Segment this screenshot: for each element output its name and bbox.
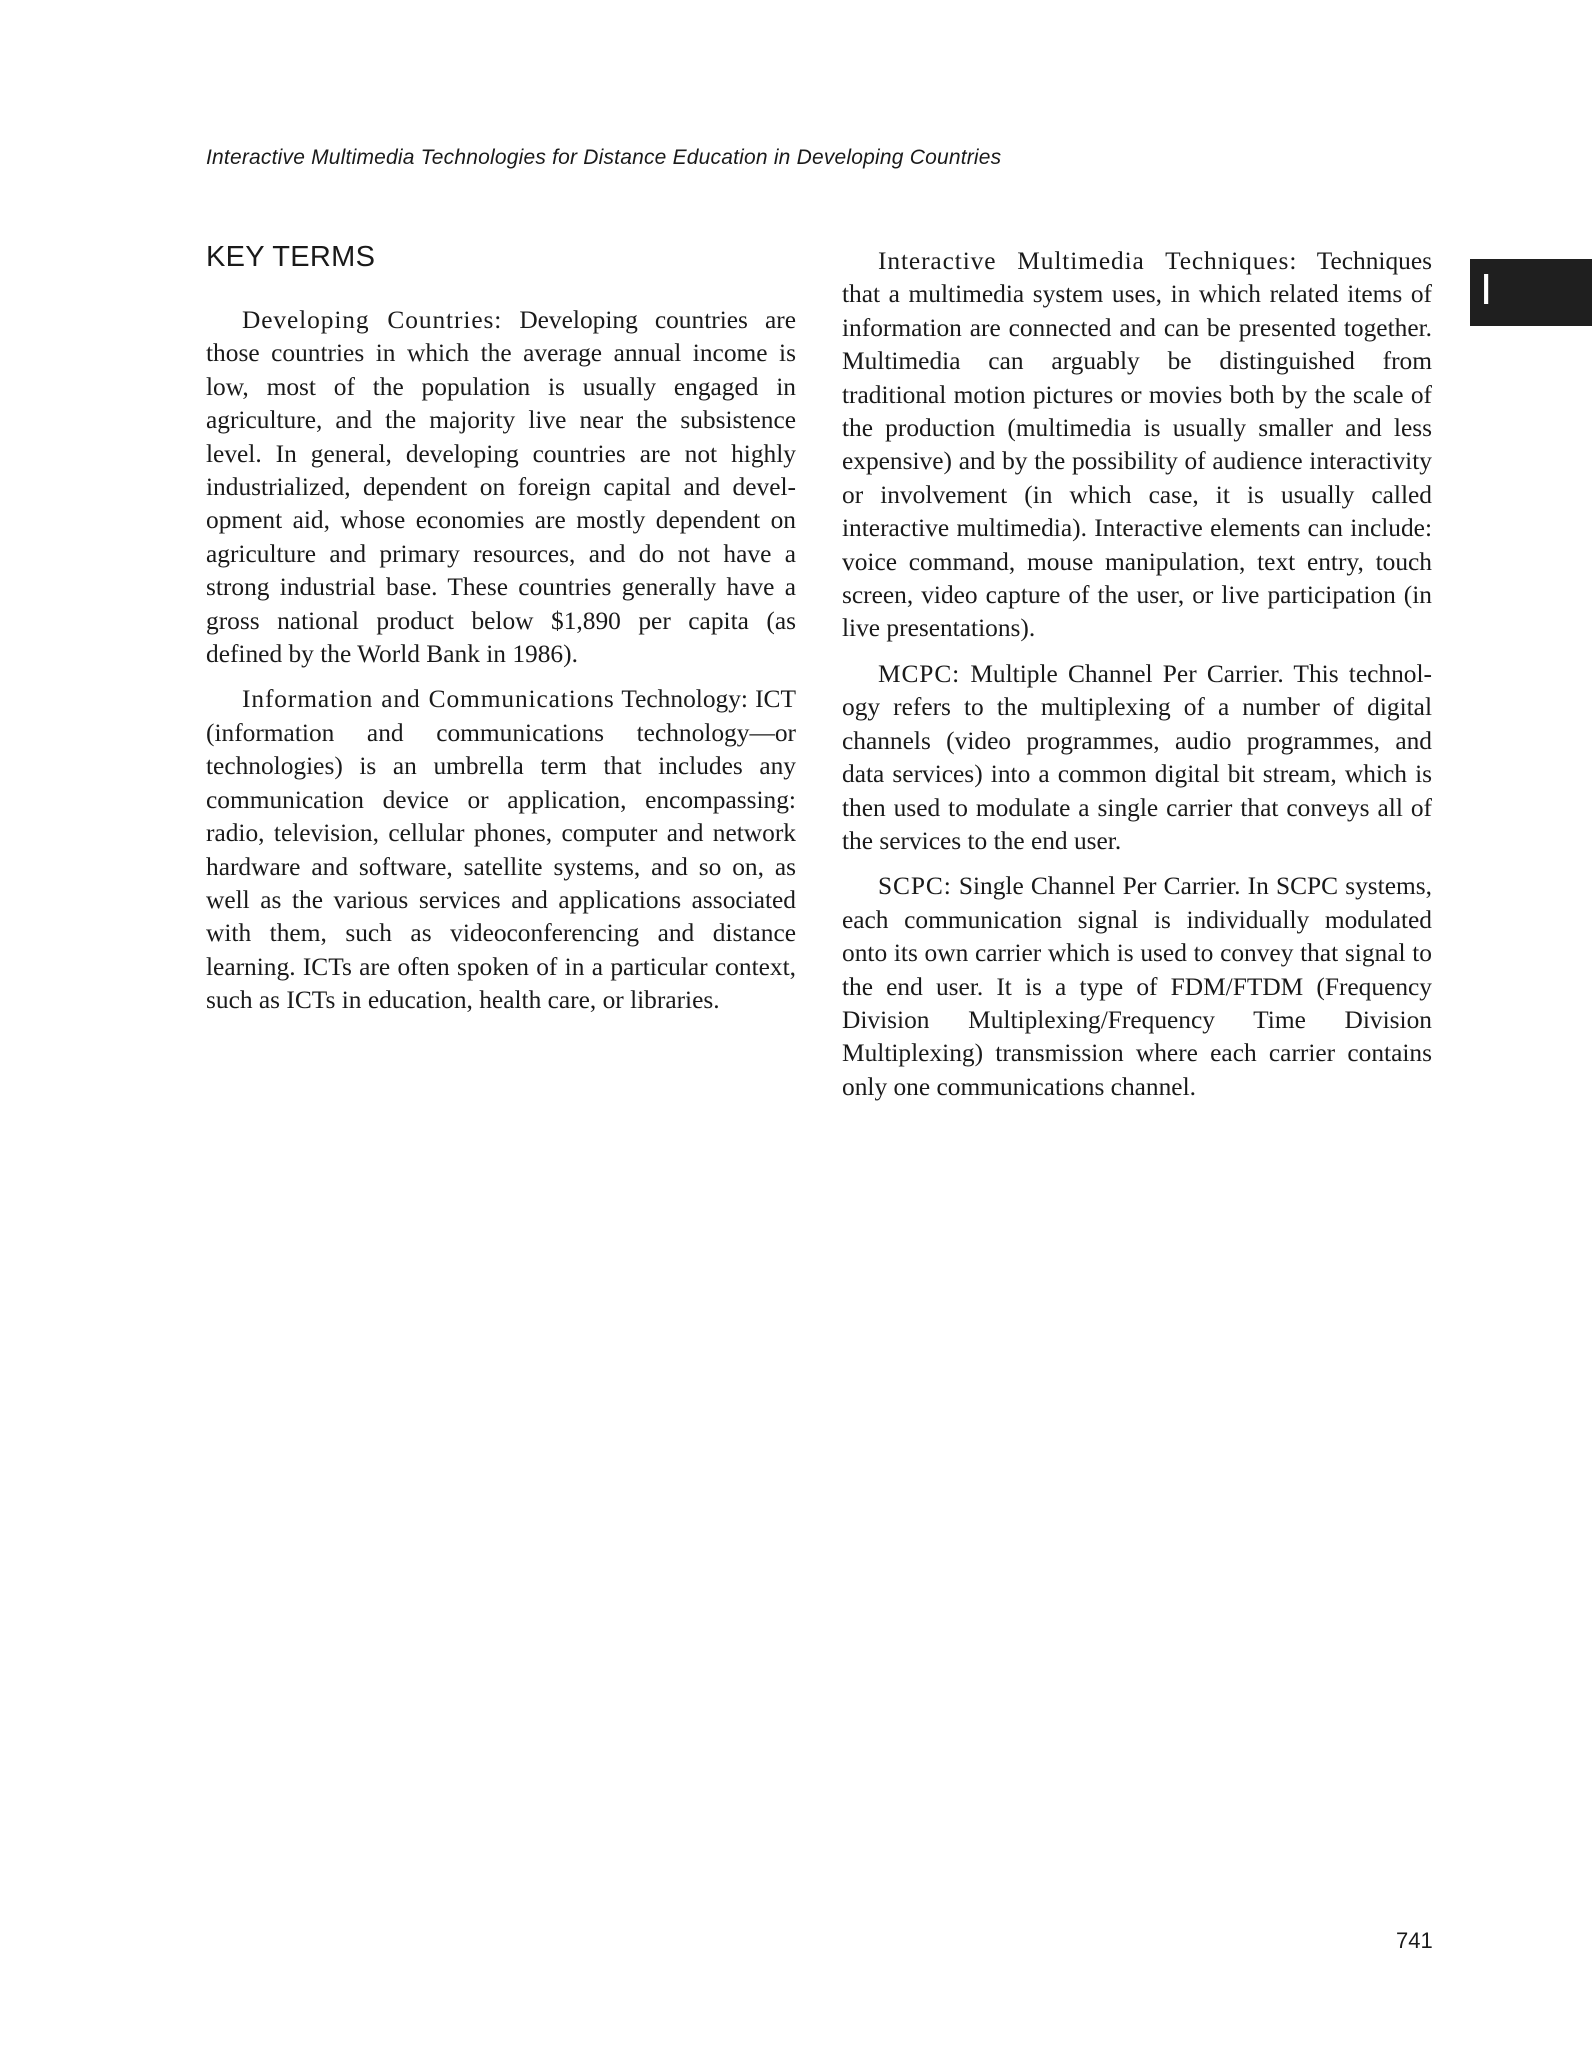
running-header: Interactive Multimedia Technologies for Distance Education in Developing Countries bbox=[206, 146, 1002, 169]
left-column bbox=[206, 240, 796, 1030]
right-column bbox=[842, 245, 1432, 1116]
key-term-definition: Technology: ICT (information and communications technology—or technologies) is an umbrella term that includes any communication device or application, encompassing: radio, television, cellular phones, computer and network hardware and software, satellite systems, and so on, as well as the various services and applications associated with them, such as videoconferencing and distance learning. ICTs are often spoken of in a particular context, such as ICTs in education, health care, or libraries. bbox=[206, 685, 797, 1015]
page-number: 741 bbox=[1396, 1928, 1433, 1953]
key-term-definition: Single Channel Per Carrier. In SCPC systems, each communication signal is individually modulated onto its own carrier which is used to convey that signal to the end user. It is a type of FDM/FTDM (Frequency Division Multiplexing/Frequency Time Division Multiplexing) transmission where each carrier contains only one communications channel. bbox=[842, 872, 1432, 1101]
key-term-name: Information and Communications bbox=[242, 685, 615, 714]
key-term-name: MCPC: bbox=[878, 659, 961, 688]
key-term-name: SCPC: bbox=[878, 872, 952, 901]
section-title: KEY TERMS bbox=[206, 241, 376, 273]
key-term-name: Developing Countries: bbox=[242, 306, 503, 334]
key-term-entry bbox=[842, 245, 1432, 646]
key-term-name: Interactive Multimedia Techniques: bbox=[878, 247, 1298, 275]
key-term-entry bbox=[842, 870, 1432, 1104]
key-term-definition: Developing countries are those countries in which the average annual income is low, most of the population is usually engaged in agriculture, and the majority live near the subsistence level. In general, developing countries are not highly industrialized, dependent on foreign capital and development aid, whose economies are mostly dependent on agriculture and primary resources, and do not have a strong industrial base. These countries generally have a gross national product below $1,890 per capita (as defined by the World Bank in 1986). bbox=[206, 306, 796, 669]
section-tab-letter: I bbox=[1480, 265, 1493, 314]
key-term-entry bbox=[206, 304, 796, 671]
key-term-entry bbox=[842, 658, 1432, 858]
key-term-definition: Techniques that a multimedia system uses, in which related items of information are connected and can be presented together. Multimedia can arguably be distinguished from traditional motion pictures or movies both by the scale of the production (multimedia is usually smaller and less expensive) and by the possibility of audience interactivity or involvement (in which case, it is usually called interactive multimedia). Interactive elements can include: voice command, mouse manipulation, text entry, touch screen, video capture of the user, or live participation (in live presentations). bbox=[842, 247, 1433, 643]
key-term-entry bbox=[206, 683, 796, 1017]
key-term-definition: Multiple Channel Per Carrier. This technology refers to the multiplexing of a number of digital channels (video programmes, audio programmes, and data services) into a common digital bit stream, which is then used to modulate a single carrier that conveys all of the services to the end user. bbox=[842, 659, 1432, 855]
section-tab-marker bbox=[1470, 259, 1592, 326]
